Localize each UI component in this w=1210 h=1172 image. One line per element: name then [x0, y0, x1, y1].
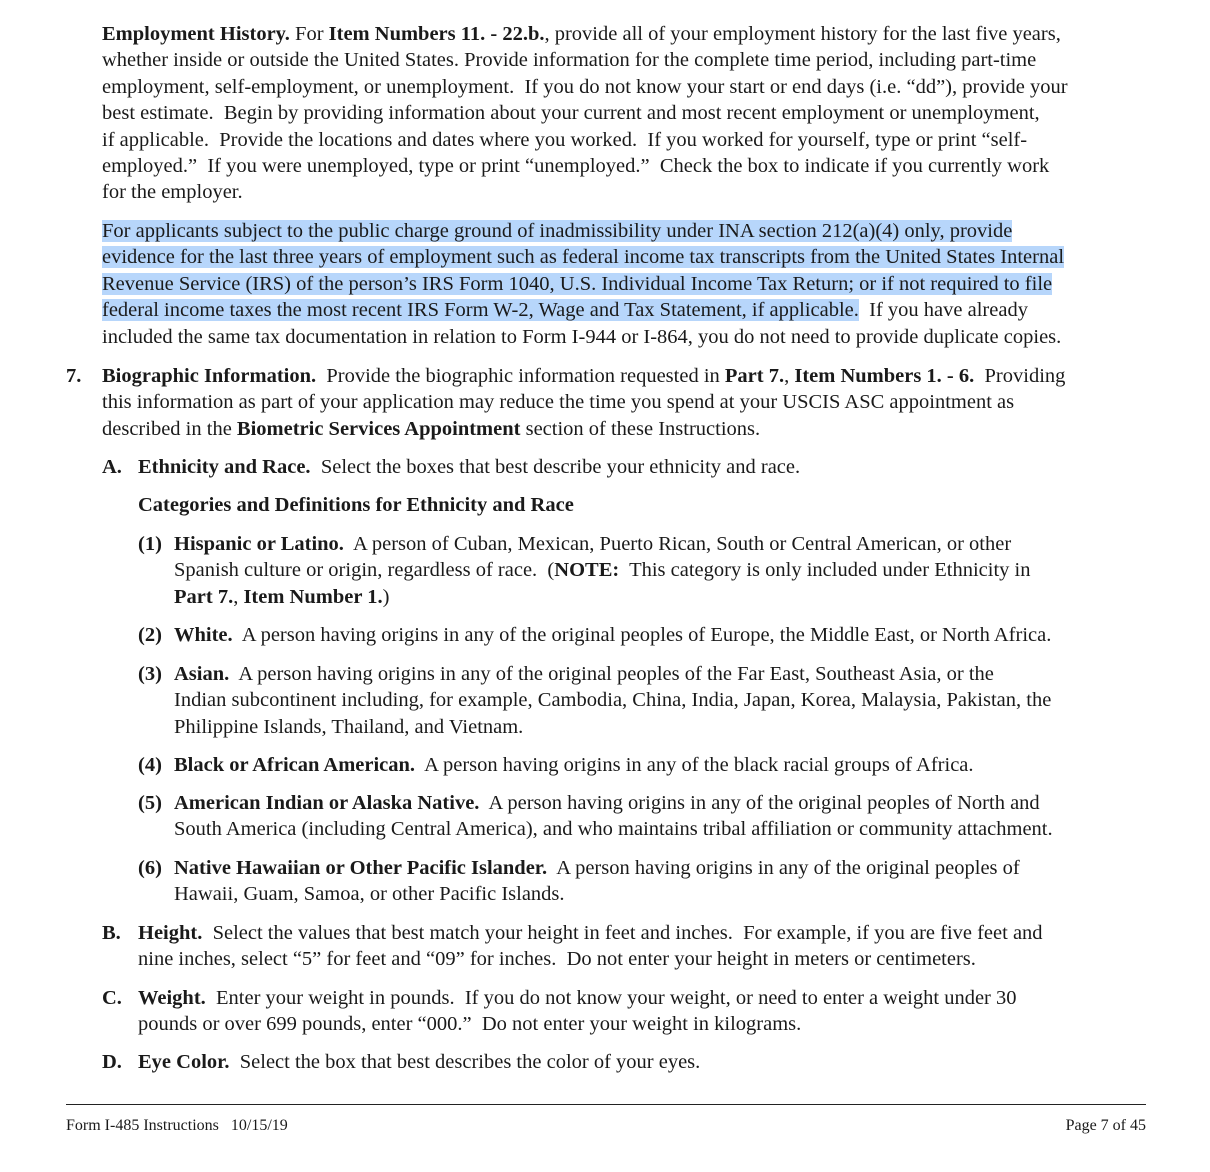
eye-color-paragraph: Eye Color. Select the box that best describes the color of your eyes. [138, 1051, 701, 1073]
selected-text[interactable]: For applicants subject to the public charge ground of inadmissibility under INA section 212(a)(4) only, provide [102, 220, 1013, 242]
text-span: If you have already [858, 299, 1028, 322]
selected-text[interactable]: Revenue Service (IRS) of the person’s IRS Form 1040, U.S. Individual Income Tax Return; or if not required to file [102, 272, 1053, 295]
category-white: White. A person having origins in any of the original peoples of Europe, the Middle East, or North Africa. [174, 624, 1052, 646]
category-pacific-islander: Native Hawaiian or Other Pacific Islander. A person having origins in any of the original peoples of Hawaii, Guam, Samoa, or other Pacific Islands. [174, 857, 1020, 906]
selected-text[interactable]: evidence for the last three years of employment such as federal income tax transcripts from the United States Internal [102, 246, 1065, 269]
category-american-indian: American Indian or Alaska Native. A person having origins in any of the original peoples of North and South America (including Central America), and who maintains tribal affiliation or community attachment. [174, 792, 1053, 841]
ethnicity-heading: Ethnicity and Race. [138, 456, 311, 478]
category-asian: Asian. A person having origins in any of the original peoples of the Far East, Southeast Asia, or the Indian subcontinent including, for example, Cambodia, China, India, Japan, Korea, Malaysia, Pakistan, the Philippine Islands, Thailand, and Vietnam. [174, 663, 1052, 738]
footer-form-name: Form I-485 Instructions 10/15/19 [66, 1117, 288, 1134]
category-black: Black or African American. A person having origins in any of the black racial groups of Africa. [174, 754, 974, 776]
footer-divider [66, 1104, 1146, 1105]
category-number: (1) [138, 533, 162, 555]
footer-page-number: Page 7 of 45 [1065, 1117, 1146, 1134]
height-paragraph: Height. Select the values that best match your height in feet and inches. For example, if you are five feet and nine inches, select “5” for feet and “09” for inches. Do not enter your height in meters or centimeters. [138, 922, 1043, 971]
weight-paragraph: Weight. Enter your weight in pounds. If you do not know your weight, or need to enter a weight under 30 pounds or over 699 pounds, enter “000.” Do not enter your weight in kilograms. [138, 987, 1017, 1036]
category-number: (6) [138, 857, 162, 879]
item-letter: B. [102, 922, 121, 944]
category-hispanic: Hispanic or Latino. A person of Cuban, Mexican, Puerto Rican, South or Central American, or other Spanish culture or origin, regardless of race. (NOTE: This category is only included under Ethnicity in Part 7., Item Number 1.) [174, 533, 1031, 608]
text-line: best estimate. Begin by providing information about your current and most recent employment or unemployment, [102, 102, 1040, 125]
public-charge-paragraph [102, 218, 1152, 350]
category-number: (4) [138, 754, 162, 776]
category-number: (3) [138, 663, 162, 685]
selected-text[interactable]: federal income taxes the most recent IRS Form W-2, Wage and Tax Statement, if applicable. [102, 299, 859, 322]
biographic-info-paragraph: Biographic Information. Provide the biographic information requested in Part 7., Item Numbers 1. - 6. Providing this information as part of your application may reduce the time you spend at your USCIS ASC appointment as described in the Biometric Services Appointment section of these Instructions. [102, 363, 1152, 442]
item-letter: A. [102, 456, 122, 478]
item-letter: D. [102, 1051, 122, 1073]
text-line: for the employer. [102, 181, 243, 204]
text-line: whether inside or outside the United States. Provide information for the complete time period, including part-time [102, 49, 1037, 72]
categories-subheading: Categories and Definitions for Ethnicity and Race [138, 494, 574, 516]
biographic-heading: Biographic Information. [102, 365, 317, 387]
category-number: (2) [138, 624, 162, 646]
text-line: Employment History. For Item Numbers 11. - 22.b., provide all of your employment history for the last five years, [102, 23, 1061, 45]
text-line: this information as part of your application may reduce the time you spend at your USCIS ASC appointment as [102, 391, 1015, 414]
text-line: employment, self-employment, or unemployment. If you do not know your start or end days (i.e. “dd”), provide your [102, 75, 1068, 98]
text-line: employed.” If you were unemployed, type or print “unemployed.” Check the box to indicate if you currently work [102, 155, 1050, 178]
category-number: (5) [138, 792, 162, 814]
ethnicity-race-paragraph: Ethnicity and Race. Select the boxes that best describe your ethnicity and race. [138, 456, 801, 478]
item-letter: C. [102, 987, 122, 1009]
employment-heading: Employment History. [102, 23, 290, 45]
employment-history-paragraph [102, 21, 1152, 206]
text-line: if applicable. Provide the locations and dates where you worked. If you worked for yourself, type or print “self- [102, 128, 1028, 151]
text-line: included the same tax documentation in relation to Form I-944 or I-864, you do not need to provide duplicate copies. [102, 325, 1062, 348]
item-number: 7. [66, 365, 82, 387]
